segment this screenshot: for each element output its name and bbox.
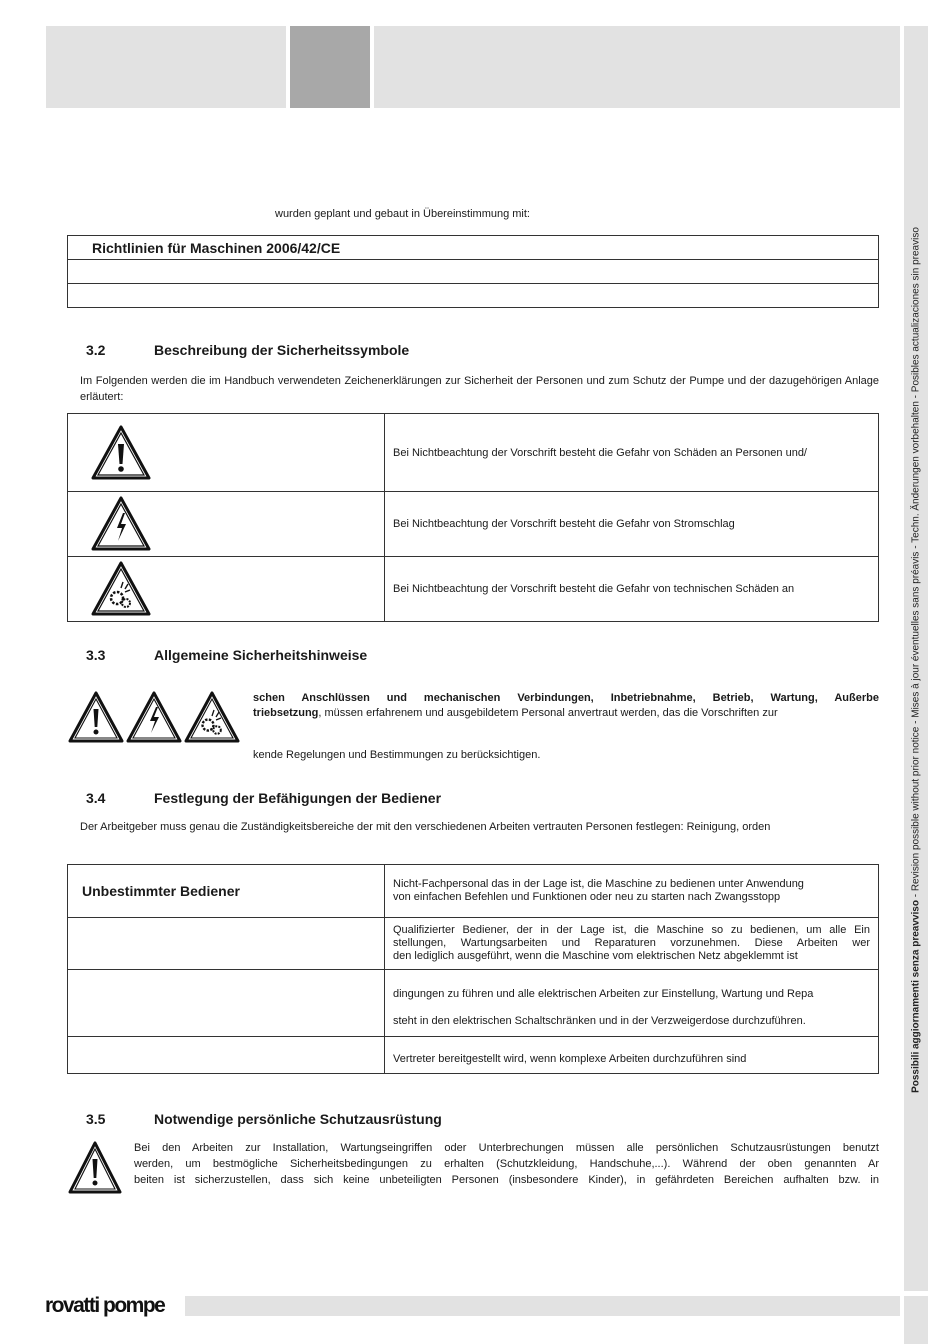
danger-exclamation-icon xyxy=(70,693,122,741)
operator-description-line: von einfachen Befehlen und Funktionen oder neu zu starten nach Zwangsstopp xyxy=(393,891,781,903)
side-notice-rest: - Revision possible without prior notice - Mises à jour éventuelles sans préavis - Techn. Änderungen vorbehalten - Posibles actualizaciones sin preaviso xyxy=(910,227,922,901)
section-3-3-line-2 xyxy=(253,705,879,721)
operator-description xyxy=(385,970,879,1037)
safety-icons xyxy=(67,690,245,744)
symbols-table xyxy=(67,413,879,622)
norm-row: Richtlinien für Maschinen 2006/42/CE xyxy=(68,236,879,260)
operators-table xyxy=(67,864,879,1074)
symbol-text: Bei Nichtbeachtung der Vorschrift besteht die Gefahr von Stromschlag xyxy=(385,492,879,557)
header-block-middle xyxy=(290,26,370,108)
section-3-3-line-1: schen Anschlüssen und mechanischen Verbindungen, Inbetriebnahme, Betrieb, Wartung, Außerbe xyxy=(253,692,879,704)
symbol-row xyxy=(68,492,879,557)
section-3-5-paragraph xyxy=(134,1140,879,1188)
electric-shock-icon xyxy=(90,495,152,553)
section-3-2-paragraph: Im Folgenden werden die im Handbuch verwendeten Zeichenerklärungen zur Sicherheit der Personen und zum Schutz der Pumpe und der dazugehörigen Anlage erläutert: xyxy=(80,375,879,403)
symbol-icon-cell xyxy=(68,557,385,622)
section-title: Notwendige persönliche Schutzausrüstung xyxy=(154,1111,442,1127)
operator-row xyxy=(68,1037,879,1074)
section-3-5-line: werden, um bestmögliche Sicherheitsbedingungen zu erhalten (Schutzkleidung, Handschuhe,...). Während der oben genannten Ar xyxy=(134,1158,879,1170)
footer-bar xyxy=(185,1296,900,1316)
section-3-3-line-2-rest: , müssen erfahrenem und ausgebildetem Personal anvertraut werden, das die Vorschriften zur xyxy=(318,707,778,719)
operator-description-line: stellungen, Wartungsarbeiten und Reparaturen vorzunehmen. Diese Arbeiten wer xyxy=(393,937,870,949)
symbol-icon-cell xyxy=(68,492,385,557)
operator-description-line: dingungen zu führen und alle elektrischen Arbeiten zur Einstellung, Wartung und Repa xyxy=(393,988,814,1000)
ppe-icon-wrapper xyxy=(67,1140,123,1201)
section-number: 3.4 xyxy=(86,790,106,806)
operator-row xyxy=(68,865,879,918)
section-3-3-line-3: kende Regelungen und Bestimmungen zu berücksichtigen. xyxy=(253,749,541,761)
section-title: Allgemeine Sicherheitshinweise xyxy=(154,647,368,663)
operator-row xyxy=(68,918,879,970)
danger-exclamation-icon xyxy=(90,424,152,482)
section-3-3-line-2-bold: triebsetzung xyxy=(253,707,319,719)
side-notice xyxy=(911,160,922,1160)
safety-icons-group xyxy=(67,690,245,749)
operator-description-line: Vertreter bereitgestellt wird, wenn komplexe Arbeiten durchzuführen sind xyxy=(393,1052,747,1065)
symbol-text: Bei Nichtbeachtung der Vorschrift besteht die Gefahr von technischen Schäden an xyxy=(385,557,879,622)
symbol-icon-cell xyxy=(68,414,385,492)
operator-label xyxy=(68,970,385,1037)
section-number: 3.3 xyxy=(86,647,106,663)
operator-description xyxy=(385,1037,879,1074)
symbol-row xyxy=(68,414,879,492)
symbol-row xyxy=(68,557,879,622)
header-block-right xyxy=(374,26,900,108)
section-3-5-line: Bei den Arbeiten zur Installation, Wartungseingriffen oder Unterbrechungen müssen alle persönlichen Schutzausrüstungen benutzt xyxy=(134,1142,879,1154)
section-number: 3.2 xyxy=(86,342,106,358)
operator-label xyxy=(68,918,385,970)
section-title: Beschreibung der Sicherheitssymbole xyxy=(154,342,410,358)
side-notice-bold: Possibili aggiornamenti senza preavviso xyxy=(910,900,922,1093)
operator-description-line: den lediglich ausgeführt, wenn die Maschine vom elektrischen Netz abgeklemmt ist xyxy=(393,950,798,962)
norm-row xyxy=(68,260,879,284)
danger-exclamation-icon xyxy=(67,1140,123,1196)
section-number: 3.5 xyxy=(86,1111,106,1127)
section-3-4-paragraph: Der Arbeitgeber muss genau die Zuständigkeitsbereiche der mit den verschiedenen Arbeiten vertrauten Personen festlegen: Reinigung, orden xyxy=(80,821,771,833)
intro-text: wurden geplant und gebaut in Übereinstimmung mit: xyxy=(275,208,530,220)
section-3-5-line: beiten ist sicherzustellen, dass sich keine unbeteiligten Personen (insbesondere Kinder), in gefährdeten Bereichen aufhalten bzw. in xyxy=(134,1174,879,1186)
operator-description xyxy=(385,918,879,970)
operator-description-line: Qualifizierter Bediener, der in der Lage ist, die Maschine so zu bedienen, um alle Ein xyxy=(393,924,870,936)
operator-description-line: steht in den elektrischen Schaltschränken und in der Verzweigerdose durchzuführen. xyxy=(393,1015,806,1027)
norms-table xyxy=(67,235,879,308)
norm-row xyxy=(68,284,879,308)
section-title: Festlegung der Befähigungen der Bediener xyxy=(154,790,442,806)
operator-description xyxy=(385,865,879,918)
technical-damage-icon xyxy=(90,560,152,618)
symbol-text: Bei Nichtbeachtung der Vorschrift besteht die Gefahr von Schäden an Personen und/ xyxy=(385,414,879,492)
electric-shock-icon xyxy=(128,693,180,741)
operator-label xyxy=(68,1037,385,1074)
operator-description-line: Nicht-Fachpersonal das in der Lage ist, die Maschine zu bedienen unter Anwendung xyxy=(393,878,804,890)
side-bar-bottom xyxy=(904,1296,928,1344)
operator-row xyxy=(68,970,879,1037)
operator-label: Unbestimmter Bediener xyxy=(68,865,385,918)
brand-logo: rovatti pompe xyxy=(45,1294,165,1317)
technical-damage-icon xyxy=(186,693,238,741)
header-block-left xyxy=(46,26,286,108)
